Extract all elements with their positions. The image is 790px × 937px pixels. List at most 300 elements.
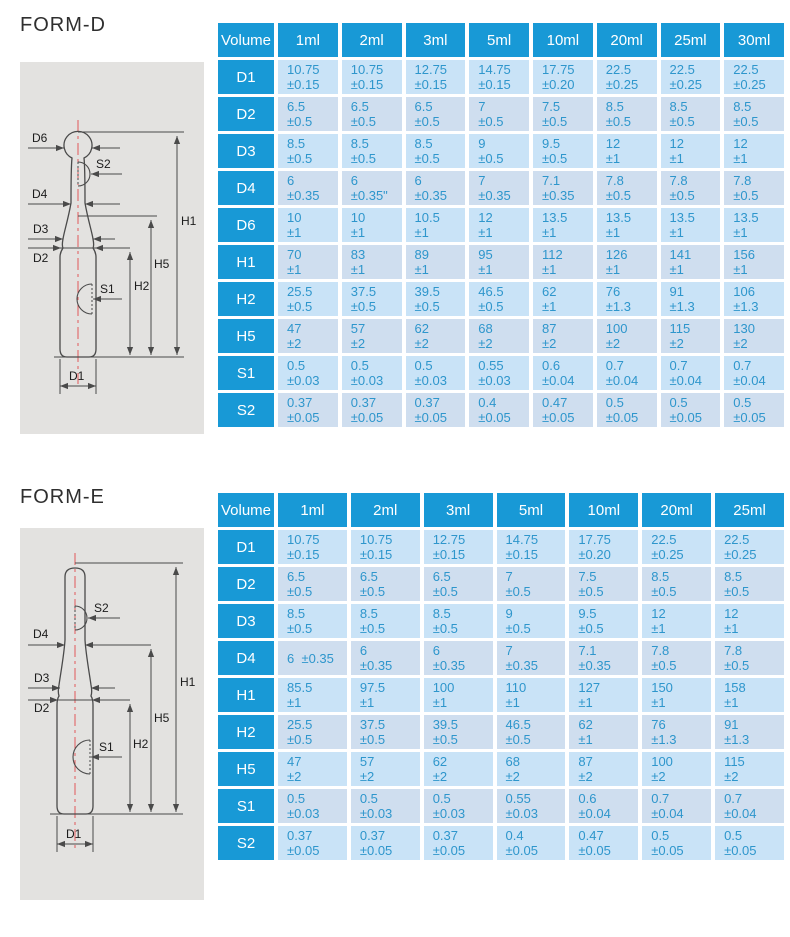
value-tolerance: ±0.5 <box>605 114 631 129</box>
value-cell <box>661 319 721 353</box>
value-main: 10.5 <box>414 210 440 225</box>
value-main: 7.8 <box>724 643 743 658</box>
value-main: 14.75 <box>505 532 539 547</box>
row-label-cell: D1 <box>218 60 274 94</box>
value-main: 0.5 <box>287 791 306 806</box>
value-cell <box>278 604 347 638</box>
value-main: 7 <box>505 643 513 658</box>
value-cell <box>351 826 420 860</box>
value-main: 6 <box>287 173 295 188</box>
value-tolerance: ±1 <box>605 225 621 240</box>
h1-label: H1 <box>181 214 197 228</box>
s1-label: S1 <box>100 282 115 296</box>
value-main: 9 <box>505 606 513 621</box>
value-main: 0.6 <box>542 358 561 373</box>
value-cell <box>406 245 466 279</box>
value-tolerance: ±2 <box>724 769 739 784</box>
value-main: 141 <box>669 247 692 262</box>
value-cell <box>661 208 721 242</box>
s1-label: S1 <box>99 740 114 754</box>
value-tolerance: ±0.03 <box>287 373 320 388</box>
value-main: 8.5 <box>350 136 369 151</box>
value-main: 12 <box>651 606 666 621</box>
value-main: 0.5 <box>414 358 433 373</box>
value-cell <box>278 60 338 94</box>
value-cell <box>424 789 493 823</box>
value-tolerance: ±0.5 <box>350 299 376 314</box>
value-tolerance: ±0.15 <box>350 77 384 92</box>
value-main: 25.5 <box>287 284 313 299</box>
d1-label: D1 <box>66 827 82 841</box>
value-main: 0.4 <box>505 828 524 843</box>
value-tolerance: ±0.05 <box>542 410 575 425</box>
value-cell <box>569 604 638 638</box>
value-tolerance: ±0.5 <box>651 658 677 673</box>
value-cell <box>406 60 466 94</box>
value-main: 12 <box>669 136 684 151</box>
value-tolerance: ±0.05 <box>669 410 702 425</box>
value-main: 87 <box>542 321 557 336</box>
value-main: 7.8 <box>669 173 688 188</box>
value-main: 6.5 <box>432 569 451 584</box>
value-main: 8.5 <box>669 99 688 114</box>
value-main: 7.8 <box>651 643 670 658</box>
value-tolerance: ±0.5 <box>414 299 440 314</box>
value-main: 62 <box>432 754 448 769</box>
value-cell <box>661 97 721 131</box>
value-main: 22.5 <box>724 532 750 547</box>
value-main: 0.37 <box>350 395 377 410</box>
value-main: 10.75 <box>287 532 320 547</box>
value-tolerance: ±0.5 <box>733 188 759 203</box>
form-e-title: FORM-E <box>20 486 105 508</box>
value-main: 7 <box>478 99 486 114</box>
volume-column-header: 3ml <box>424 493 493 527</box>
value-cell <box>351 678 420 712</box>
volume-column-header: 25ml <box>661 23 721 57</box>
value-tolerance: ±0.5 <box>578 584 604 599</box>
value-cell <box>278 567 347 601</box>
value-main: 100 <box>651 754 673 769</box>
value-cell <box>278 530 347 564</box>
row-label-cell: H2 <box>218 282 274 316</box>
value-main: 8.5 <box>605 99 624 114</box>
value-tolerance: ±1 <box>651 621 666 636</box>
value-main: 57 <box>359 754 375 769</box>
d1-label: D1 <box>69 369 85 383</box>
value-main: 46.5 <box>505 717 531 732</box>
value-tolerance: ±0.05 <box>287 410 320 425</box>
value-main: 9.5 <box>578 606 597 621</box>
value-cell <box>342 171 402 205</box>
row-label-cell: S2 <box>218 393 274 427</box>
value-cell <box>497 604 566 638</box>
volume-header-cell: Volume <box>218 493 274 527</box>
d3-label: D3 <box>33 222 49 236</box>
table-row <box>218 789 784 823</box>
value-tolerance: ±1 <box>578 732 593 747</box>
value-tolerance: ±1.3 <box>724 732 750 747</box>
table-row <box>218 282 784 316</box>
value-tolerance: ±0.5 <box>350 114 376 129</box>
volume-column-header: 1ml <box>278 23 338 57</box>
value-tolerance: ±0.05 <box>287 843 320 858</box>
volume-column-header: 1ml <box>278 493 347 527</box>
value-cell <box>469 393 529 427</box>
value-cell <box>424 678 493 712</box>
value-tolerance: ±2 <box>733 336 748 351</box>
value-cell <box>597 282 657 316</box>
value-cell <box>642 530 711 564</box>
value-main: 17.75 <box>542 62 575 77</box>
value-cell <box>424 715 493 749</box>
value-tolerance: ±0.5 <box>724 584 750 599</box>
value-cell <box>642 752 711 786</box>
value-tolerance: ±1 <box>733 151 748 166</box>
value-cell <box>569 715 638 749</box>
value-cell <box>497 789 566 823</box>
form-e-ampoule-diagram <box>20 528 204 900</box>
form-e-table <box>214 490 788 863</box>
value-tolerance: ±0.5 <box>669 114 695 129</box>
value-main: 100 <box>605 321 628 336</box>
value-tolerance: ±0.15 <box>287 547 320 562</box>
value-tolerance: ±2 <box>287 769 302 784</box>
table-row <box>218 752 784 786</box>
value-cell <box>642 604 711 638</box>
d2-label: D2 <box>34 701 50 715</box>
value-tolerance: ±0.15 <box>414 77 447 92</box>
value-cell <box>569 678 638 712</box>
value-tolerance: ±0.35 <box>287 188 320 203</box>
row-label-cell: S2 <box>218 826 274 860</box>
table-row <box>218 530 784 564</box>
value-tolerance: ±1 <box>478 262 493 277</box>
value-tolerance: ±0.05 <box>724 843 757 858</box>
value-main: 10.75 <box>359 532 393 547</box>
value-cell <box>642 641 711 675</box>
value-main: 14.75 <box>478 62 511 77</box>
value-cell <box>351 604 420 638</box>
row-label-cell: H2 <box>218 715 274 749</box>
value-cell <box>424 530 493 564</box>
value-main: 0.37 <box>432 828 458 843</box>
value-main: 7.1 <box>578 643 597 658</box>
value-tolerance: ±0.5 <box>287 299 313 314</box>
value-tolerance: ±2 <box>605 336 621 351</box>
value-tolerance: ±0.5 <box>478 151 504 166</box>
value-cell <box>351 789 420 823</box>
value-cell <box>278 356 338 390</box>
value-main: 8.5 <box>414 136 433 151</box>
value-main: 39.5 <box>414 284 440 299</box>
value-tolerance: ±0.03 <box>478 373 511 388</box>
value-main: 46.5 <box>478 284 504 299</box>
value-main: 0.7 <box>669 358 688 373</box>
value-tolerance: ±0.25 <box>651 547 684 562</box>
value-cell <box>342 245 402 279</box>
volume-column-header: 20ml <box>597 23 657 57</box>
value-cell <box>497 530 566 564</box>
value-cell <box>278 245 338 279</box>
value-cell <box>278 789 347 823</box>
value-main: 7.1 <box>542 173 561 188</box>
value-main: 8.5 <box>733 99 752 114</box>
value-cell <box>724 208 784 242</box>
value-tolerance: ±2 <box>669 336 684 351</box>
d2-label: D2 <box>33 251 49 265</box>
value-tolerance: ±1.3 <box>733 299 759 314</box>
value-tolerance: ±0.5 <box>287 114 313 129</box>
value-tolerance: ±0.35 <box>414 188 447 203</box>
row-label-cell: D4 <box>218 171 274 205</box>
value-cell <box>715 678 784 712</box>
value-tolerance: ±0.03 <box>359 806 393 821</box>
row-label-cell: D2 <box>218 567 274 601</box>
value-cell <box>469 97 529 131</box>
value-tolerance: ±1 <box>605 151 621 166</box>
value-cell <box>497 826 566 860</box>
table-row <box>218 245 784 279</box>
value-cell <box>642 678 711 712</box>
value-cell <box>406 134 466 168</box>
value-tolerance: ±0.04 <box>724 806 757 821</box>
value-tolerance: ±0.05 <box>432 843 466 858</box>
value-tolerance: ±0.05 <box>478 410 511 425</box>
value-main: 0.6 <box>578 791 597 806</box>
value-main: 112 <box>542 247 563 262</box>
value-tolerance: ±1 <box>432 695 448 710</box>
value-cell <box>342 208 402 242</box>
value-cell <box>533 208 593 242</box>
value-tolerance: ±0.15 <box>287 77 320 92</box>
value-cell <box>342 60 402 94</box>
value-cell <box>569 789 638 823</box>
value-tolerance: ±2 <box>414 336 429 351</box>
value-cell <box>569 826 638 860</box>
value-cell <box>715 567 784 601</box>
value-tolerance: ±0.05 <box>414 410 447 425</box>
value-tolerance: ±0.04 <box>733 373 766 388</box>
table-row <box>218 97 784 131</box>
value-tolerance: ±0.03 <box>350 373 384 388</box>
value-cell <box>278 752 347 786</box>
value-tolerance: ±0.05 <box>578 843 611 858</box>
value-cell <box>278 97 338 131</box>
value-cell <box>642 789 711 823</box>
value-main: 0.7 <box>605 358 624 373</box>
value-cell <box>469 282 529 316</box>
value-main: 7 <box>505 569 513 584</box>
value-tolerance: ±0.03 <box>287 806 320 821</box>
value-cell <box>278 319 338 353</box>
value-cell <box>406 356 466 390</box>
value-main: 0.5 <box>669 395 688 410</box>
value-cell <box>597 97 657 131</box>
value-tolerance: ±0.5 <box>359 584 386 599</box>
value-tolerance: ±1 <box>669 225 684 240</box>
value-main: 13.5 <box>669 210 695 225</box>
value-main: 62 <box>542 284 557 299</box>
value-main: 95 <box>478 247 493 262</box>
value-tolerance: ±0.5 <box>414 151 440 166</box>
value-main: 126 <box>605 247 628 262</box>
value-cell <box>533 60 593 94</box>
value-main: 0.55 <box>505 791 531 806</box>
value-main: 22.5 <box>669 62 695 77</box>
value-main: 12.75 <box>432 532 466 547</box>
form-e-table-container <box>214 490 788 863</box>
row-label-cell: D4 <box>218 641 274 675</box>
value-tolerance: ±1 <box>350 225 366 240</box>
value-cell <box>661 393 721 427</box>
value-main: 12 <box>733 136 748 151</box>
value-main: 10.75 <box>287 62 320 77</box>
value-tolerance: ±0.03 <box>414 373 447 388</box>
value-main: 0.37 <box>414 395 440 410</box>
value-cell <box>278 678 347 712</box>
volume-column-header: 5ml <box>469 23 529 57</box>
value-cell <box>715 789 784 823</box>
value-cell <box>497 752 566 786</box>
value-tolerance: ±0.03 <box>432 806 466 821</box>
value-cell <box>533 282 593 316</box>
value-tolerance: ±0.25 <box>724 547 757 562</box>
value-main: 127 <box>578 680 601 695</box>
volume-column-header: 2ml <box>351 493 420 527</box>
value-cell <box>278 208 338 242</box>
value-tolerance: ±1 <box>478 225 493 240</box>
value-tolerance: ±0.15 <box>432 547 466 562</box>
value-main: 8.5 <box>651 569 670 584</box>
h5-label: H5 <box>154 257 170 271</box>
value-main: 22.5 <box>733 62 759 77</box>
value-tolerance: ±0.5 <box>432 621 458 636</box>
value-cell <box>724 245 784 279</box>
value-cell <box>715 752 784 786</box>
value-main: 76 <box>651 717 666 732</box>
value-main: 91 <box>724 717 739 732</box>
value-tolerance: ±1 <box>669 151 684 166</box>
value-cell <box>533 245 593 279</box>
value-tolerance: ±0.35 <box>505 658 538 673</box>
volume-column-header: 5ml <box>497 493 566 527</box>
value-tolerance: ±0.5 <box>505 732 531 747</box>
value-main: 87 <box>578 754 593 769</box>
s1-wall-section <box>73 740 90 774</box>
value-main: 115 <box>669 321 691 336</box>
value-cell <box>469 245 529 279</box>
value-tolerance: ±2 <box>578 769 593 784</box>
table-row <box>218 134 784 168</box>
value-cell <box>406 171 466 205</box>
value-main: 62 <box>578 717 593 732</box>
table-row <box>218 319 784 353</box>
value-tolerance: ±0.35 <box>542 188 575 203</box>
form-d-ampoule-diagram <box>20 62 204 434</box>
value-cell <box>351 752 420 786</box>
value-tolerance: ±2 <box>287 336 302 351</box>
value-tolerance: ±0.5 <box>733 114 759 129</box>
form-d-table <box>214 20 788 430</box>
value-cell <box>715 604 784 638</box>
value-tolerance: ±0.5 <box>505 621 531 636</box>
value-tolerance: ±0.5 <box>605 188 631 203</box>
value-main: 12 <box>605 136 621 151</box>
value-tolerance: ±1.3 <box>605 299 631 314</box>
value-cell <box>278 393 338 427</box>
value-tolerance: ±0.04 <box>605 373 639 388</box>
value-main: 0.47 <box>578 828 604 843</box>
value-tolerance: ±0.25 <box>605 77 639 92</box>
row-label-cell: S1 <box>218 789 274 823</box>
value-tolerance: ±0.5 <box>432 584 458 599</box>
value-tolerance: ±0.5 <box>542 151 568 166</box>
value-main: 9 <box>478 136 486 151</box>
value-tolerance: ±0.20 <box>578 547 611 562</box>
value-cell <box>642 826 711 860</box>
value-tolerance: ±1 <box>724 695 739 710</box>
value-tolerance: ±0.5 <box>414 114 440 129</box>
volume-column-header: 30ml <box>724 23 784 57</box>
value-cell <box>597 393 657 427</box>
value-cell <box>406 393 466 427</box>
value-main: 37.5 <box>359 717 386 732</box>
value-tolerance: ±0.5 <box>669 188 695 203</box>
value-main: 9.5 <box>542 136 561 151</box>
value-tolerance: ±0.05 <box>350 410 384 425</box>
table-row <box>218 356 784 390</box>
value-tolerance: ±1.3 <box>669 299 695 314</box>
value-main: 85.5 <box>287 680 313 695</box>
value-main: 22.5 <box>605 62 632 77</box>
volume-column-header: 20ml <box>642 493 711 527</box>
value-cell <box>661 134 721 168</box>
row-label-cell: H1 <box>218 245 274 279</box>
value-cell <box>715 641 784 675</box>
value-tolerance: ±0.5 <box>350 151 376 166</box>
value-main: 158 <box>724 680 746 695</box>
value-tolerance: ±1 <box>287 262 302 277</box>
value-cell <box>469 356 529 390</box>
value-main: 0.4 <box>478 395 497 410</box>
value-tolerance: ±2 <box>478 336 493 351</box>
value-main: 6 <box>359 643 368 658</box>
value-main: 6.5 <box>287 99 306 114</box>
value-cell <box>661 356 721 390</box>
value-main: 0.5 <box>432 791 451 806</box>
value-cell <box>469 319 529 353</box>
value-cell <box>642 715 711 749</box>
value-main: 0.7 <box>651 791 670 806</box>
value-tolerance: ±1 <box>605 262 621 277</box>
value-tolerance: ±0.5 <box>505 584 531 599</box>
value-cell <box>497 567 566 601</box>
value-cell <box>278 715 347 749</box>
value-tolerance: ±0.5 <box>287 584 313 599</box>
value-main: 39.5 <box>432 717 458 732</box>
value-tolerance: ±1 <box>542 299 557 314</box>
value-cell <box>569 641 638 675</box>
value-tolerance: ±1 <box>651 695 666 710</box>
row-label-cell: D2 <box>218 97 274 131</box>
value-tolerance: ±1 <box>359 695 375 710</box>
value-tolerance: ±0.5 <box>287 151 313 166</box>
table-row <box>218 393 784 427</box>
value-main: 83 <box>350 247 366 262</box>
value-main: 97.5 <box>359 680 386 695</box>
value-main: 130 <box>733 321 755 336</box>
